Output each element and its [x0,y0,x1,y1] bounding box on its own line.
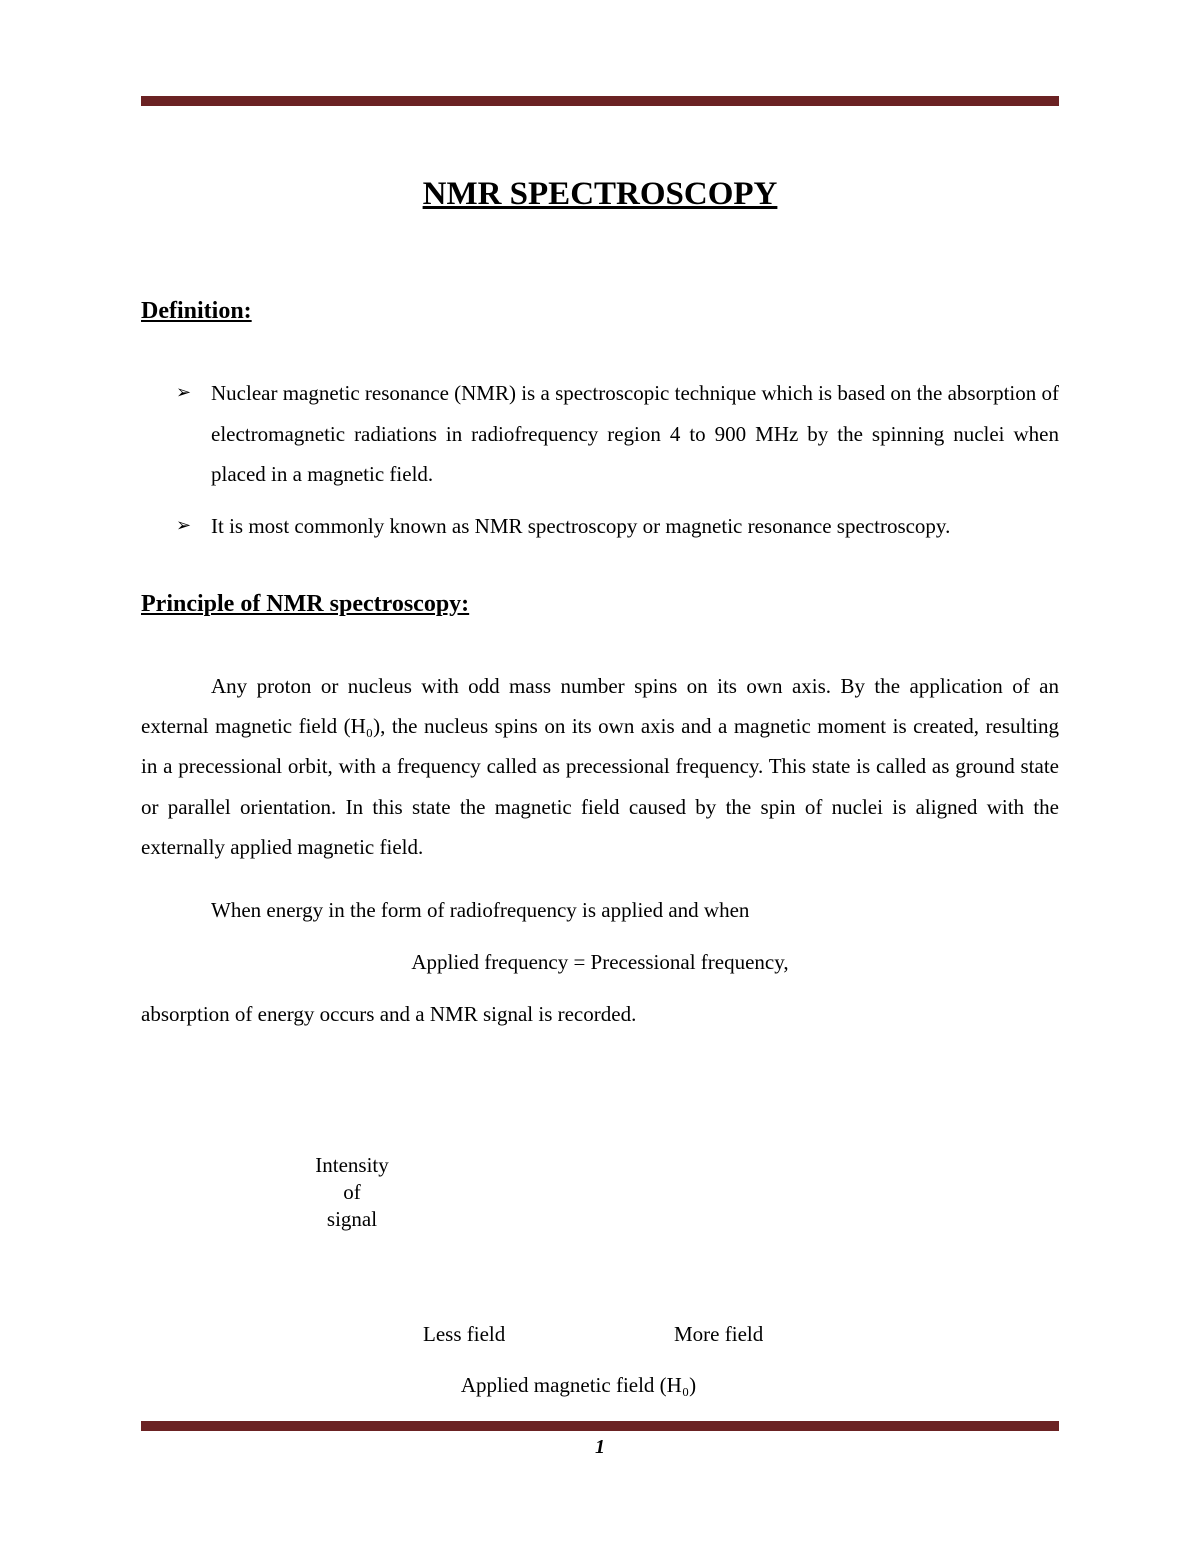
principle-paragraph-2: When energy in the form of radiofrequency is applied and when [211,898,750,922]
page-number: 1 [595,1436,605,1458]
page-title: NMR SPECTROSCOPY [422,176,778,212]
y-label-line: signal [326,1207,378,1231]
y-label-line: of [343,1180,361,1204]
bottom-border-rule [141,1421,1059,1431]
principle-paragraph-3: absorption of energy occurs and a NMR signal is recorded. [141,1002,637,1026]
principle-heading: Principle of NMR spectroscopy: [141,591,470,617]
definition-bullet-2 [176,506,1059,547]
figure-y-axis-label [300,1152,404,1233]
definition-bullet-1 [176,373,1059,495]
principle-paragraph: Any proton or nucleus with odd mass number spins on its own axis. By the application of an external magnetic field (H₀), the nucleus spins on its own axis and a magnetic moment is created, resulting in a precessional orbit, with a frequency called as precessional frequency. This state is called as ground state or parallel orientation. In this state the magnetic field caused by the spin of nuclei is aligned with the externally applied magnetic field. [141,674,1059,859]
top-border-rule [141,96,1059,106]
figure-x-axis-label: Applied magnetic field (H₀) [460,1373,697,1397]
definition-bullet-text: It is most commonly known as NMR spectroscopy or magnetic resonance spectroscopy. [211,514,951,538]
definition-heading: Definition: [141,298,252,324]
resonance-equation: Applied frequency = Precessional frequency, [411,950,789,974]
less-field-label: Less field [423,1322,506,1346]
arrow-bullet-icon: ➢ [176,382,192,403]
more-field-label: More field [674,1322,764,1346]
y-label-line: Intensity [315,1153,389,1177]
arrow-bullet-icon: ➢ [176,515,192,536]
definition-bullet-text: Nuclear magnetic resonance (NMR) is a spectroscopic technique which is based on the absorption of electromagnetic radiations in radiofrequency region 4 to 900 MHz by the spinning nuclei when placed in a magnetic field. [211,381,1059,486]
